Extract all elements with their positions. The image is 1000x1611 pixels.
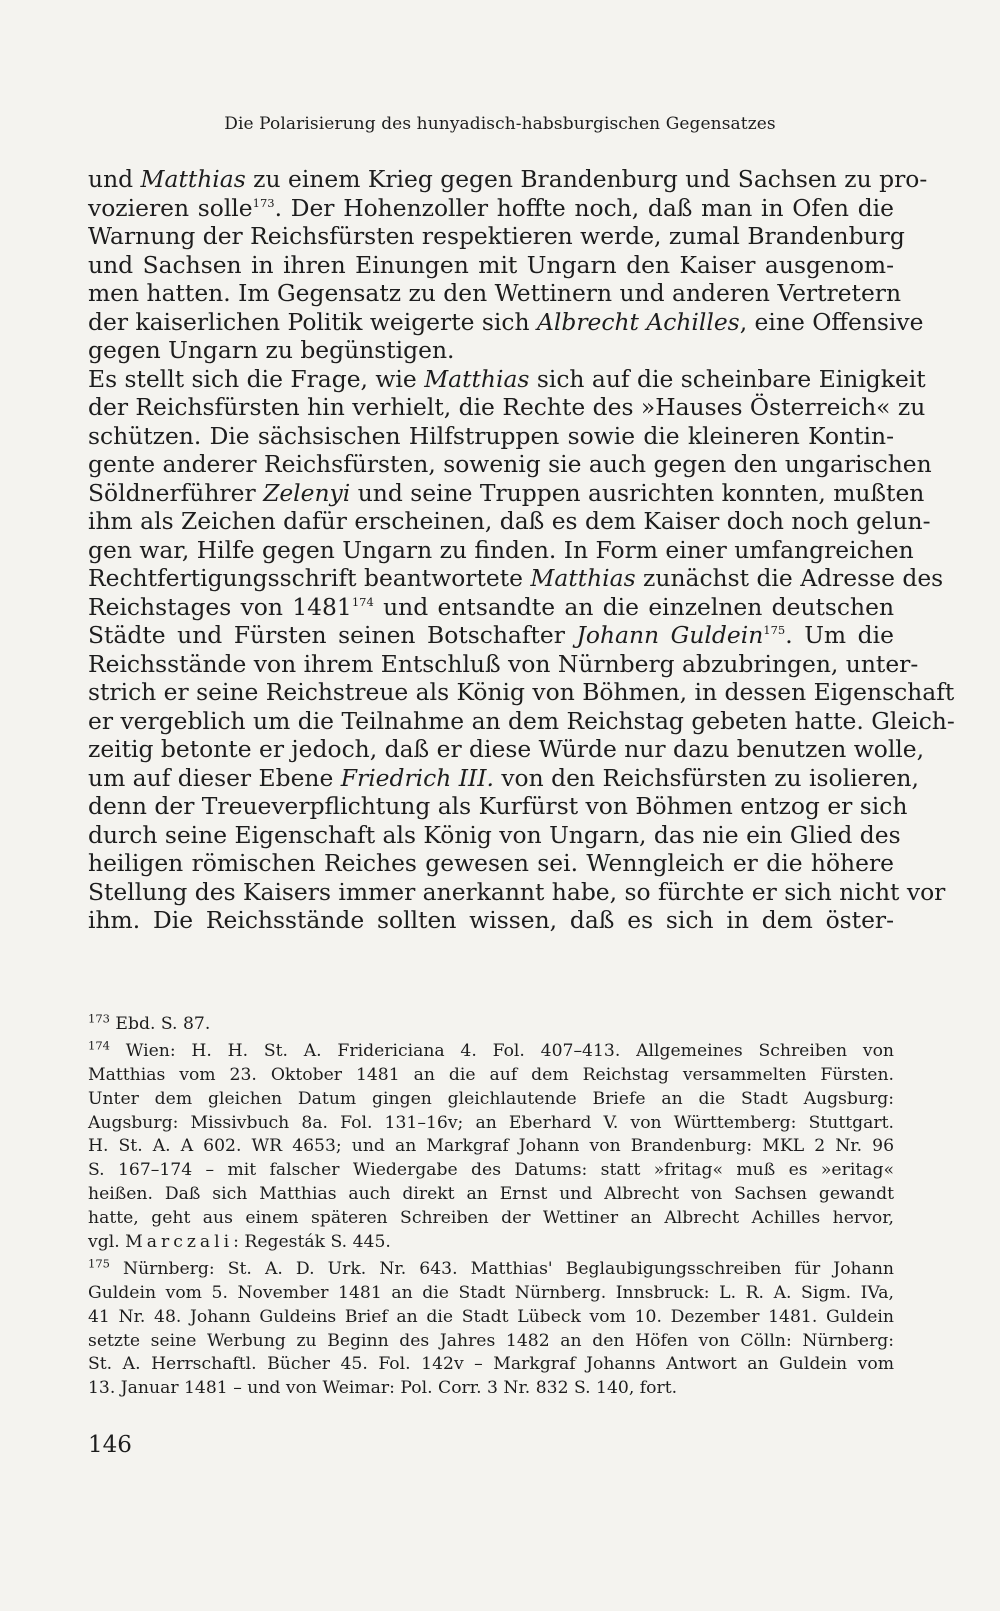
text-run: der kaiserlichen Politik weigerte sich — [88, 307, 537, 336]
footnote-174-line: Matthias vom 23. Oktober 1481 an die auf dem Reichstag versammelten Fürsten. — [88, 1064, 894, 1085]
footnote-174-line — [88, 1231, 894, 1255]
footnote-174-line: Unter dem gleichen Datum gingen gleichlautende Briefe an die Stadt Augsburg: — [88, 1088, 894, 1109]
person-name: Johann Guldein — [576, 621, 764, 649]
person-name: Zelenyi — [263, 478, 351, 507]
text-line — [88, 364, 926, 394]
text-line: strich er seine Reichstreue als König von Böhmen, in dessen Eigenschaft — [88, 678, 955, 706]
text-line — [88, 593, 894, 622]
text-line: gen war, Hilfe gegen Ungarn zu finden. In Form einer umfangreichen — [88, 535, 914, 564]
author-name: Marczali — [125, 1232, 234, 1253]
text-run: und — [88, 165, 141, 193]
text-line: durch seine Eigenschaft als König von Ungarn, das nie ein Glied des — [88, 820, 901, 849]
footnote-174-line: heißen. Daß sich Matthias auch direkt an Ernst und Albrecht von Sachsen gewandt — [88, 1184, 894, 1205]
footnote-174-line: S. 167–174 – mit falscher Wiedergabe des Datums: statt »fritag« muß es »eritag« — [88, 1160, 894, 1181]
footnotes — [88, 1013, 894, 1401]
text-run: Städte und Fürsten seinen Botschafter — [88, 621, 577, 649]
footnote-175-line: 13. Januar 1481 – und von Weimar: Pol. Corr. 3 Nr. 832 S. 140, fort. — [88, 1378, 678, 1399]
text-run: . Der Hohenzoller hoffte noch, daß man in Ofen die — [274, 193, 894, 222]
footnote-text: Nürnberg: St. A. D. Urk. Nr. 643. Matthias' Beglaubigungsschreiben für Johann — [109, 1258, 894, 1279]
text-line — [88, 307, 924, 337]
footnote-number: 173 — [88, 1011, 110, 1026]
text-line: gente anderer Reichsfürsten, sowenig sie auch gegen den ungarischen — [88, 450, 932, 478]
person-name: Matthias — [424, 364, 530, 393]
footnote-text: vgl. — [88, 1232, 126, 1253]
footnote-number: 174 — [88, 1038, 110, 1053]
text-line — [88, 165, 928, 194]
page-number: 146 — [88, 1432, 132, 1458]
footnote-text: Wien: H. H. St. A. Fridericiana 4. Fol. 407–413. Allgemeines Schreiben von — [109, 1040, 894, 1061]
text-run: , eine Offensive — [739, 307, 924, 336]
running-head: Die Polarisierung des hunyadisch-habsburgischen Gegensatzes — [224, 114, 776, 134]
text-run: Es stellt sich die Frage, wie — [88, 364, 425, 393]
footnote-number: 175 — [88, 1256, 110, 1271]
footnote-ref: 175 — [763, 623, 786, 638]
footnote-text: Ebd. S. 87. — [109, 1014, 211, 1034]
text-line — [88, 194, 894, 223]
person-name: Friedrich III. — [340, 763, 494, 792]
footnote-174-line: H. St. A. A 602. WR 4653; und an Markgraf Johann von Brandenburg: MKL 2 Nr. 96 — [88, 1136, 894, 1157]
footnote-ref: 174 — [351, 594, 374, 609]
footnote-174-line: hatte, geht aus einem späteren Schreiben der Wettiner an Albrecht Achilles hervor, — [88, 1208, 894, 1229]
text-line: heiligen römischen Reiches gewesen sei. Wenngleich er die höhere — [88, 849, 894, 877]
text-run: um auf dieser Ebene — [88, 763, 341, 792]
body-text — [88, 165, 955, 935]
text-line — [88, 564, 944, 593]
text-line: der Reichsfürsten hin verhielt, die Rechte des »Hauses Österreich« zu — [88, 393, 926, 421]
text-run: und entsandte an die einzelnen deutschen — [373, 592, 895, 621]
person-name: Albrecht Achilles — [536, 307, 740, 336]
footnote-text: : Regesták S. 445. — [233, 1232, 391, 1253]
text-line: zeitig betonte er jedoch, daß er diese Würde nur dazu benutzen wolle, — [88, 735, 925, 763]
text-line: er vergeblich um die Teilnahme an dem Reichstag gebeten hatte. Gleich- — [88, 706, 955, 735]
footnote-175-line: setzte seine Werbung zu Beginn des Jahres 1482 an den Höfen von Cölln: Nürnberg: — [88, 1330, 894, 1351]
text-line: denn der Treueverpflichtung als Kurfürst von Böhmen entzog er sich — [88, 792, 908, 820]
footnote-175-line: St. A. Herrschaftl. Bücher 45. Fol. 142v – Markgraf Johanns Antwort an Guldein vom — [88, 1354, 894, 1375]
text-run: zunächst die Adresse des — [635, 564, 944, 592]
text-line: Reichsstände von ihrem Entschluß von Nürnberg abzubringen, unter- — [88, 649, 919, 678]
text-line: men hatten. Im Gegensatz zu den Wettinern und anderen Vertretern — [88, 279, 902, 307]
text-run: Rechtfertigungsschrift beantwortete — [88, 564, 531, 592]
text-line — [88, 763, 919, 793]
footnote-175-line — [88, 1258, 894, 1282]
text-line: Stellung des Kaisers immer anerkannt habe, so fürchte er sich nicht vor — [88, 877, 946, 906]
footnote-173 — [88, 1013, 894, 1037]
text-line: schützen. Die sächsischen Hilfstruppen sowie die kleineren Kontin- — [88, 421, 894, 450]
text-line — [88, 621, 894, 650]
text-line: gegen Ungarn zu begünstigen. — [88, 336, 455, 364]
text-line: ihm. Die Reichsstände sollten wissen, daß es sich in dem öster- — [88, 906, 894, 934]
footnote-175-line: 41 Nr. 48. Johann Guldeins Brief an die Stadt Lübeck vom 10. Dezember 1481. Guldein — [88, 1306, 894, 1327]
footnote-174-line — [88, 1040, 894, 1064]
text-run: vozieren solle — [88, 193, 253, 222]
text-line: und Sachsen in ihren Einungen mit Ungarn den Kaiser ausgenom- — [88, 250, 894, 279]
person-name: Matthias — [140, 165, 246, 193]
footnote-ref: 173 — [252, 195, 275, 210]
text-line: ihm als Zeichen dafür erscheinen, daß es dem Kaiser doch noch gelun- — [88, 507, 931, 535]
text-run: zu einem Krieg gegen Brandenburg und Sachsen zu pro- — [245, 165, 928, 193]
text-run: Söldnerführer — [88, 478, 264, 507]
person-name: Matthias — [530, 564, 636, 592]
footnote-174-line: Augsburg: Missivbuch 8a. Fol. 131–16v; an Eberhard V. von Württemberg: Stuttgart. — [88, 1112, 894, 1133]
text-run: sich auf die scheinbare Einigkeit — [529, 364, 926, 393]
text-run: Reichstages von 1481 — [88, 592, 352, 621]
footnote-175-line: Guldein vom 5. November 1481 an die Stadt Nürnberg. Innsbruck: L. R. A. Sigm. IVa, — [88, 1282, 894, 1303]
text-run: . Um die — [785, 621, 894, 649]
text-line: Warnung der Reichsfürsten respektieren werde, zumal Brandenburg — [88, 222, 905, 250]
text-run: und seine Truppen ausrichten konnten, mußten — [350, 478, 925, 507]
text-line — [88, 478, 925, 508]
text-run: von den Reichsfürsten zu isolieren, — [493, 763, 919, 792]
